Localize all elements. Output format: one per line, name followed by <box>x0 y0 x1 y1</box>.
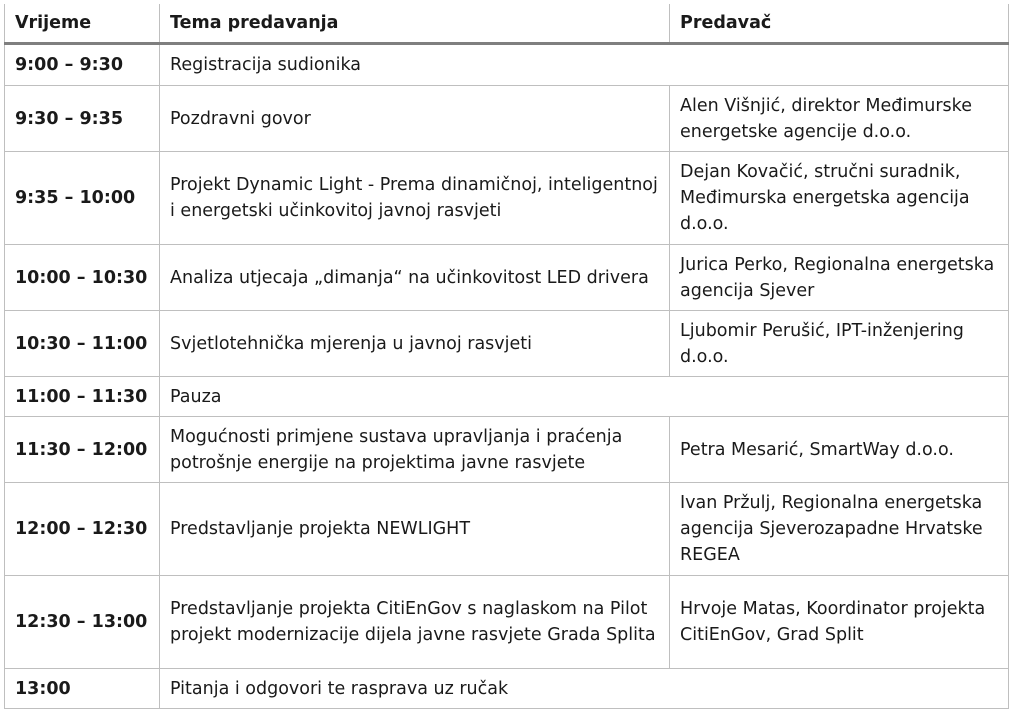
time-cell: 11:00 – 11:30 <box>5 377 160 417</box>
speaker-cell: Alen Višnjić, direktor Međimurske energetske agencije d.o.o. <box>670 86 1009 152</box>
header-row <box>5 4 1009 44</box>
agenda-table <box>4 4 1009 709</box>
table-row <box>5 86 1009 152</box>
topic-cell: Pauza <box>160 377 1009 417</box>
time-cell: 11:30 – 12:00 <box>5 417 160 483</box>
time-cell: 12:00 – 12:30 <box>5 483 160 576</box>
topic-cell: Mogućnosti primjene sustava upravljanja i praćenja potrošnje energije na projektima javne rasvjete <box>160 417 670 483</box>
topic-cell: Predstavljanje projekta CitiEnGov s naglaskom na Pilot projekt modernizacije dijela javne rasvjete Grada Splita <box>160 576 670 669</box>
table-row <box>5 669 1009 709</box>
speaker-cell: Hrvoje Matas, Koordinator projekta CitiEnGov, Grad Split <box>670 576 1009 669</box>
table-row <box>5 483 1009 576</box>
topic-cell: Pozdravni govor <box>160 86 670 152</box>
table-row <box>5 576 1009 669</box>
table-row <box>5 152 1009 245</box>
time-cell: 9:30 – 9:35 <box>5 86 160 152</box>
topic-cell: Analiza utjecaja „dimanja“ na učinkovitost LED drivera <box>160 245 670 311</box>
time-cell: 10:30 – 11:00 <box>5 311 160 377</box>
topic-cell: Svjetlotehnička mjerenja u javnoj rasvjeti <box>160 311 670 377</box>
table-row <box>5 44 1009 86</box>
topic-cell: Pitanja i odgovori te rasprava uz ručak <box>160 669 1009 709</box>
speaker-cell: Ljubomir Perušić, IPT-inženjering d.o.o. <box>670 311 1009 377</box>
topic-cell: Predstavljanje projekta NEWLIGHT <box>160 483 670 576</box>
header-time: Vrijeme <box>5 4 160 44</box>
speaker-cell: Jurica Perko, Regionalna energetska agencija Sjever <box>670 245 1009 311</box>
time-cell: 9:00 – 9:30 <box>5 44 160 86</box>
speaker-cell: Petra Mesarić, SmartWay d.o.o. <box>670 417 1009 483</box>
table-row <box>5 311 1009 377</box>
time-cell: 12:30 – 13:00 <box>5 576 160 669</box>
header-topic: Tema predavanja <box>160 4 670 44</box>
header-speaker: Predavač <box>670 4 1009 44</box>
time-cell: 10:00 – 10:30 <box>5 245 160 311</box>
table-row <box>5 245 1009 311</box>
speaker-cell: Dejan Kovačić, stručni suradnik, Međimurska energetska agencija d.o.o. <box>670 152 1009 245</box>
time-cell: 13:00 <box>5 669 160 709</box>
speaker-cell: Ivan Pržulj, Regionalna energetska agencija Sjeverozapadne Hrvatske REGEA <box>670 483 1009 576</box>
table-row <box>5 377 1009 417</box>
topic-cell: Projekt Dynamic Light - Prema dinamičnoj, inteligentnoj i energetski učinkovitoj javnoj rasvjeti <box>160 152 670 245</box>
table-row <box>5 417 1009 483</box>
time-cell: 9:35 – 10:00 <box>5 152 160 245</box>
topic-cell: Registracija sudionika <box>160 44 1009 86</box>
